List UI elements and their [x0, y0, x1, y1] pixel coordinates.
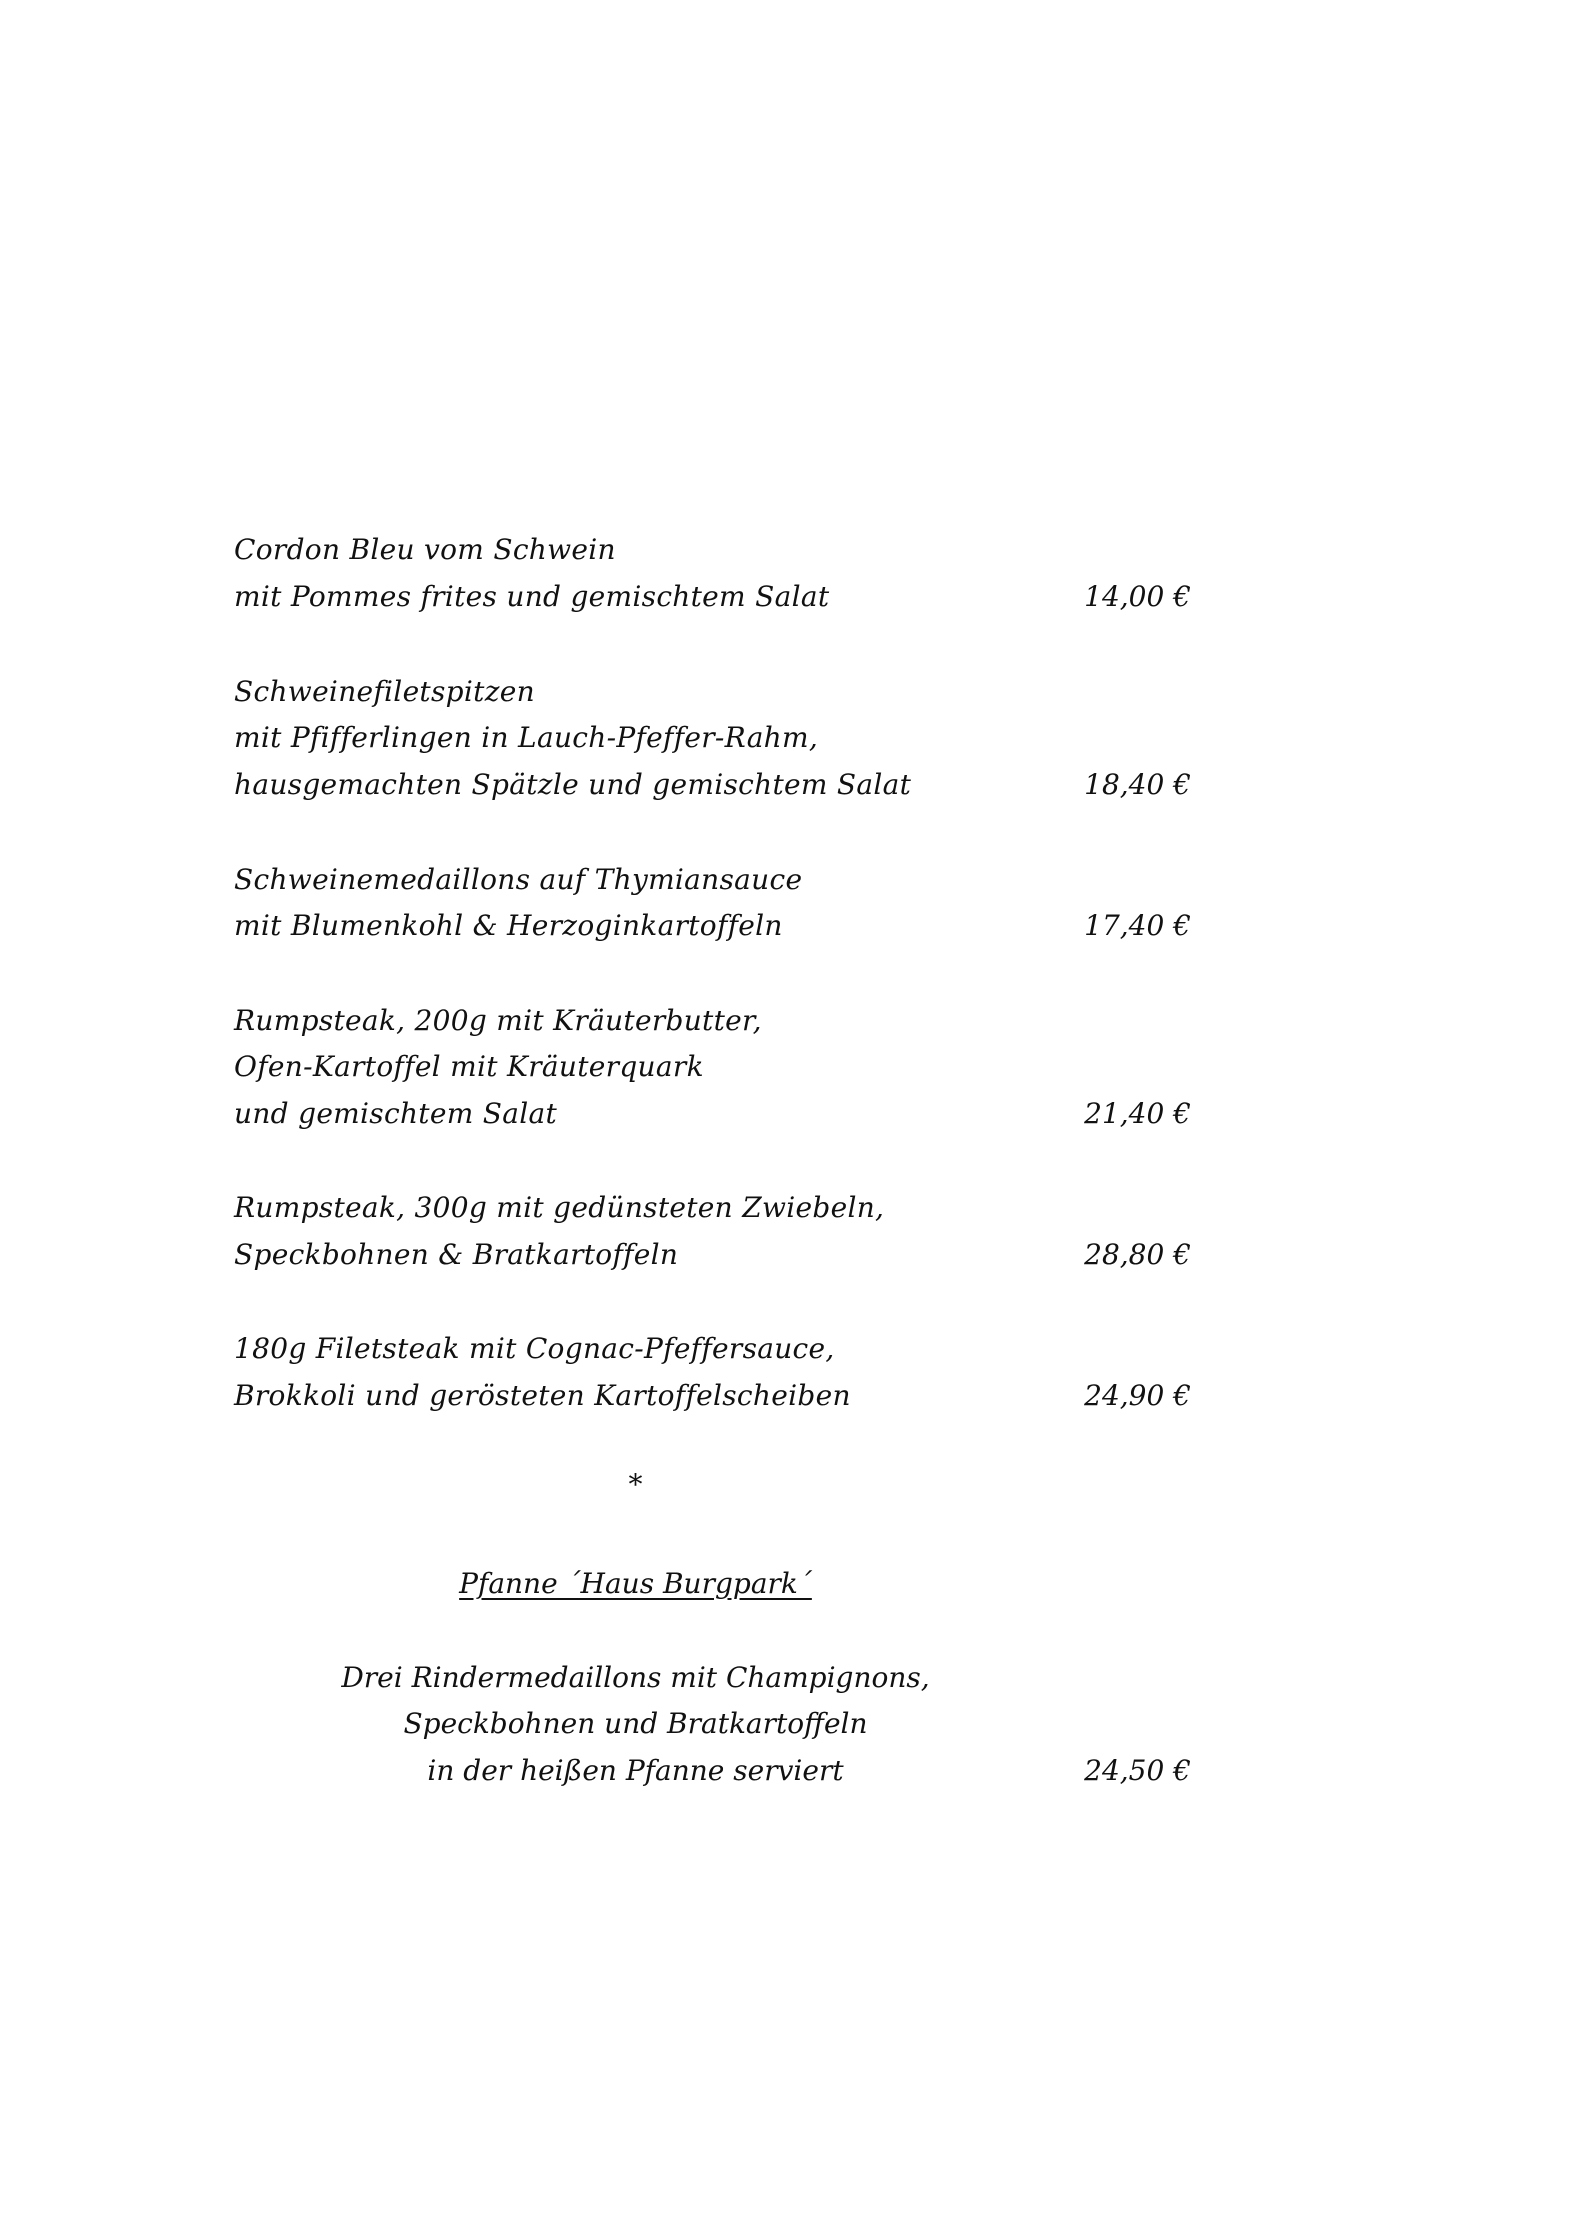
menu-item-4-line-1: Rumpsteak, 200g mit Kräuterbutter, [234, 1004, 762, 1037]
menu-item-5-price: 28,80 € [1084, 1238, 1191, 1271]
menu-item-5-line-1: Rumpsteak, 300g mit gedünsteten Zwiebeln, [234, 1191, 885, 1224]
special-line-3: in der heißen Pfanne serviert [427, 1754, 844, 1787]
separator-star: * [628, 1468, 643, 1501]
menu-item-5-line-2: Speckbohnen & Bratkartoffeln [234, 1238, 679, 1271]
menu-item-4-price: 21,40 € [1084, 1097, 1191, 1130]
menu-item-6-line-1: 180g Filetsteak mit Cognac-Pfeffersauce, [234, 1332, 835, 1365]
menu-item-1-line-1: Cordon Bleu vom Schwein [234, 533, 616, 566]
special-price: 24,50 € [1084, 1754, 1191, 1787]
menu-item-2-line-3: hausgemachten Spätzle und gemischtem Salat [234, 768, 912, 801]
menu-item-3-line-1: Schweinemedaillons auf Thymiansauce [234, 863, 803, 896]
menu-item-2-line-2: mit Pfifferlingen in Lauch-Pfeffer-Rahm, [234, 721, 819, 754]
menu-item-4-line-3: und gemischtem Salat [234, 1097, 558, 1130]
special-line-2: Speckbohnen und Bratkartoffeln [403, 1707, 868, 1740]
menu-item-2-price: 18,40 € [1084, 768, 1191, 801]
menu-item-2-line-1: Schweinefiletspitzen [234, 675, 535, 708]
menu-item-6-line-2: Brokkoli und gerösteten Kartoffelscheiben [234, 1379, 851, 1412]
menu-item-6-price: 24,90 € [1084, 1379, 1191, 1412]
special-line-1: Drei Rindermedaillons mit Champignons, [341, 1661, 930, 1694]
menu-item-3-price: 17,40 € [1084, 909, 1191, 942]
special-heading: Pfanne ´Haus Burgpark´ [459, 1567, 812, 1600]
menu-item-4-line-2: Ofen-Kartoffel mit Kräuterquark [234, 1050, 704, 1083]
menu-item-1-price: 14,00 € [1084, 580, 1191, 613]
menu-item-3-line-2: mit Blumenkohl & Herzoginkartoffeln [234, 909, 783, 942]
menu-item-1-line-2: mit Pommes frites und gemischtem Salat [234, 580, 830, 613]
